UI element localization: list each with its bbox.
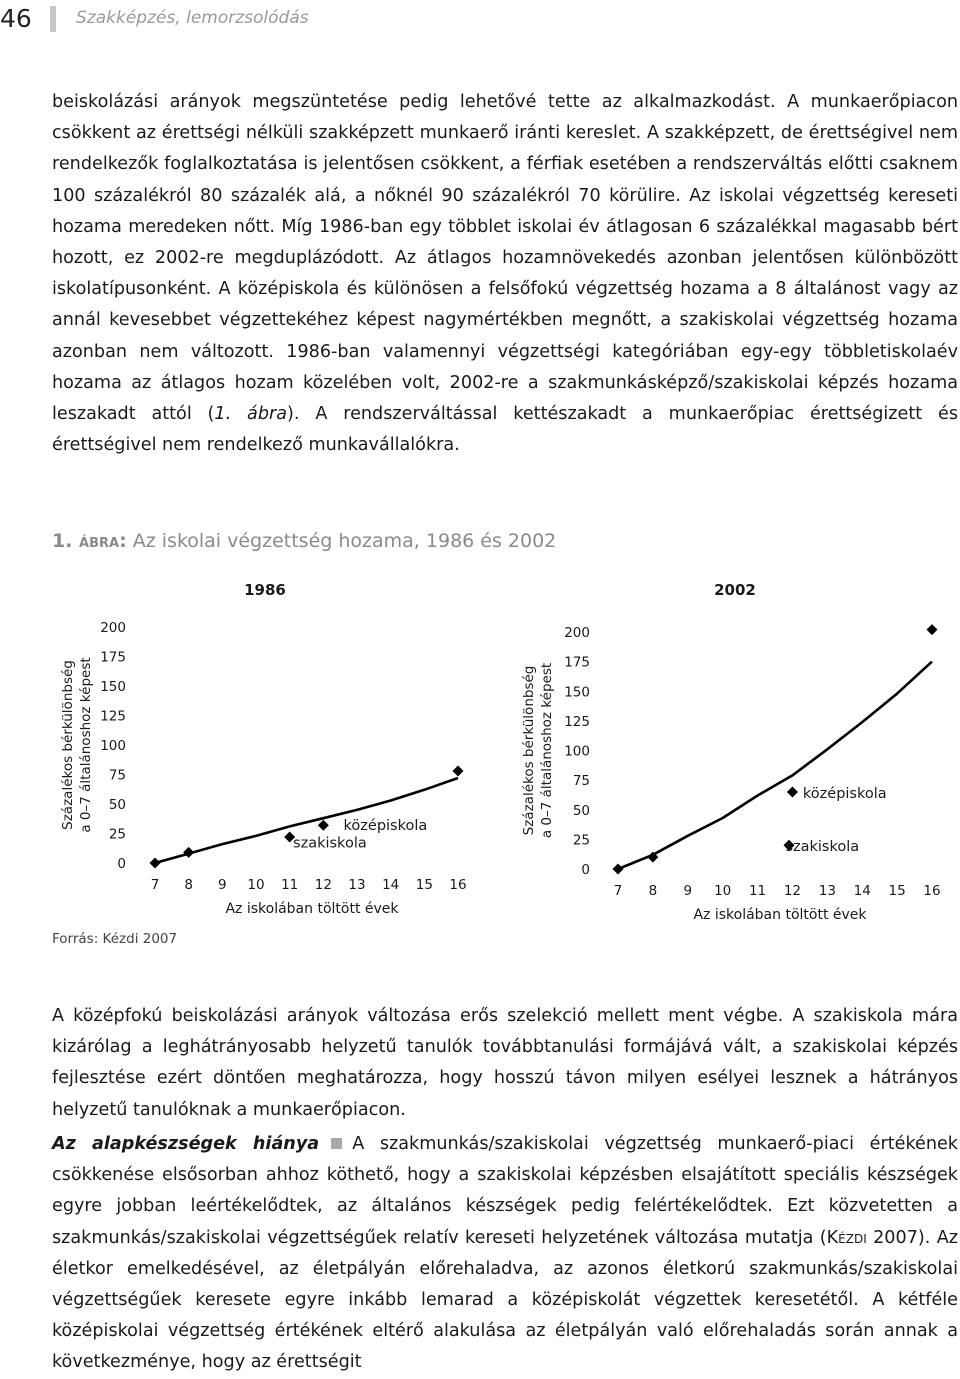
page-header <box>0 0 960 40</box>
figure-source: Forrás: Kézdi 2007 <box>52 931 178 947</box>
x-tick-label: 15 <box>415 877 433 893</box>
point-annotation: szakiskola <box>785 839 860 856</box>
x-tick-label: 10 <box>714 883 732 899</box>
chart-title: 1986 <box>244 581 286 599</box>
citation: Kézdi 2007 <box>826 1227 918 1248</box>
y-axis-label: Százalékos bérkülönbség <box>521 665 537 836</box>
figure-title <box>52 530 556 552</box>
chart-title: 2002 <box>714 581 756 599</box>
x-tick-label: 16 <box>923 883 941 899</box>
x-tick-label: 12 <box>783 883 802 899</box>
y-tick-label: 125 <box>100 708 126 725</box>
y-tick-label: 50 <box>572 802 590 819</box>
data-point-marker <box>150 858 161 869</box>
paragraph-text: beiskolázási arányok megszüntetése pedig lehetővé tette az alkalmazkodást. A munkaerőpiacon csökkent az érettségi nélküli szakképzett munkaerő iránti kereslet. A szakképzett, de érettségivel nem rendelkezők foglalkoztatása is jelentősen csökkent, a férfiak esetében a rendszerváltás előtti csaknem 100 százalékról 80 százalék alá, a nőknél 90 százalékról 70 körülire. Az iskolai végzettség kereseti hozama meredeken nőtt. Míg 1986-ban egy többlet iskolai év átlagosan 6 százalékkal magasabb bért hozott, ez 2002-re megduplázódott. Az átlagos hozamnövekedés azonban jelentősen különbözött iskolatípusonként. A középiskola és különösen a felsőfokú végzettség hozama a 8 általánost vagy az annál kevesebbet végzettekéhez képest nagymértékben megnőtt, a szakiskolai végzettség hozama azonban nem változott. 1986-ban valamennyi végzettségi kategóriában egy-egy többletiskolaév hozama az átlagos hozam közelében volt, 2002-re a szakmunkásképző/szakiskolai képzés hozama leszakadt attól ( <box>52 92 958 425</box>
y-tick-label: 125 <box>564 713 590 730</box>
data-point-marker <box>613 864 624 875</box>
y-tick-label: 25 <box>572 832 590 849</box>
square-bullet-icon <box>331 1138 342 1149</box>
y-tick-label: 50 <box>108 797 126 813</box>
x-tick-label: 9 <box>218 877 227 893</box>
y-tick-label: 200 <box>564 625 590 641</box>
body-paragraph-3 <box>52 1129 958 1379</box>
y-tick-label: 150 <box>100 679 126 695</box>
x-tick-label: 8 <box>648 883 658 899</box>
x-axis-label: Az iskolában töltött évek <box>225 901 399 917</box>
paragraph-text: ). Az életkor emelkedésével, az életpályán előrehaladva, az azonos életkorú szakmunkás/szakiskolai végzettségűek keresete egyre inkább lemarad a középiskolát végzettek keresetétől. A kétféle középiskolai végzettség értékének eltérő alakulása az életpályán való előrehaladás során annak a következménye, hogy az érettségit <box>52 1227 958 1373</box>
body-paragraph-2: A középfokú beiskolázási arányok változása erős szelekció mellett ment végbe. A szakiskola mára kizárólag a leghátrányosabb helyzetű tanulók továbbtanulási formájává vált, a szakiskolai képzés fejlesztése ezért döntően meghatározza, hogy hosszú távon milyen esélyei lesznek a hátrányos helyzetű tanulóknak a munkaerőpiacon. <box>52 1006 958 1120</box>
point-annotation: szakiskola <box>293 835 367 852</box>
x-tick-label: 9 <box>683 883 693 899</box>
figure-reference: 1. ábra <box>214 404 288 425</box>
section-lead: Az alapkészségek hiánya <box>52 1134 320 1154</box>
figure-caption: Az iskolai végzettség hozama, 1986 és 2002 <box>132 530 557 552</box>
header-divider <box>50 6 56 32</box>
x-tick-label: 7 <box>613 883 623 899</box>
y-axis-label: a 0–7 általánoshoz képest <box>539 662 555 839</box>
y-tick-label: 75 <box>572 773 590 790</box>
x-tick-label: 16 <box>449 877 467 893</box>
y-tick-label: 25 <box>108 826 126 843</box>
body-paragraph-1 <box>52 87 958 461</box>
x-tick-label: 14 <box>853 883 871 899</box>
y-tick-label: 0 <box>117 856 126 872</box>
y-tick-label: 200 <box>100 620 126 636</box>
x-tick-label: 8 <box>184 877 193 893</box>
x-axis-label: Az iskolában töltött évek <box>693 907 867 923</box>
paragraph-text: ). A rendszerváltással kettészakadt a munkaerőpiac érettségizett és érettségivel nem rendelkező munkavállalókra. <box>52 404 959 456</box>
y-tick-label: 150 <box>564 684 590 701</box>
x-tick-label: 14 <box>382 877 400 893</box>
x-tick-label: 15 <box>888 883 906 899</box>
series-line <box>618 662 932 869</box>
paragraph-text: A szakmunkás/szakiskolai végzettség munkaerő-piaci értékének csökkenése elsősorban ahhoz köthető, hogy a szakiskolai képzésben elsajátított speciális készségek egyre jobban leértékelődtek, az általános készségek pedig felértékelődtek. Ezt közvetetten a szakmunkás/szakiskolai végzettségűek relatív kereseti helyzetének változása mutatja ( <box>52 1134 958 1248</box>
x-tick-label: 11 <box>281 877 299 893</box>
y-tick-label: 0 <box>581 862 590 878</box>
y-axis-label: a 0–7 általánoshoz képest <box>78 657 94 833</box>
point-annotation: középiskola <box>343 817 428 834</box>
point-annotation: középiskola <box>802 785 887 802</box>
data-point-marker <box>927 624 938 635</box>
y-axis-label: Százalékos bérkülönbség <box>60 660 76 830</box>
data-point-marker <box>318 820 329 831</box>
y-tick-label: 100 <box>564 743 590 760</box>
x-tick-label: 11 <box>748 883 767 899</box>
y-tick-label: 175 <box>564 654 590 671</box>
figure-number: 1. ábra: <box>52 530 127 552</box>
x-tick-label: 13 <box>348 877 366 893</box>
x-tick-label: 10 <box>247 877 265 893</box>
figure-charts <box>0 570 960 930</box>
x-tick-label: 12 <box>314 877 332 893</box>
x-tick-label: 7 <box>150 877 160 893</box>
y-tick-label: 75 <box>108 767 126 784</box>
data-point-marker <box>453 765 464 776</box>
y-tick-label: 100 <box>100 738 126 754</box>
y-tick-label: 175 <box>100 649 126 666</box>
page-number: 46 <box>0 4 32 33</box>
running-title: Szakképzés, lemorzsolódás <box>76 8 309 28</box>
data-point-marker <box>183 847 194 858</box>
x-tick-label: 13 <box>818 883 836 899</box>
data-point-marker <box>787 786 798 797</box>
